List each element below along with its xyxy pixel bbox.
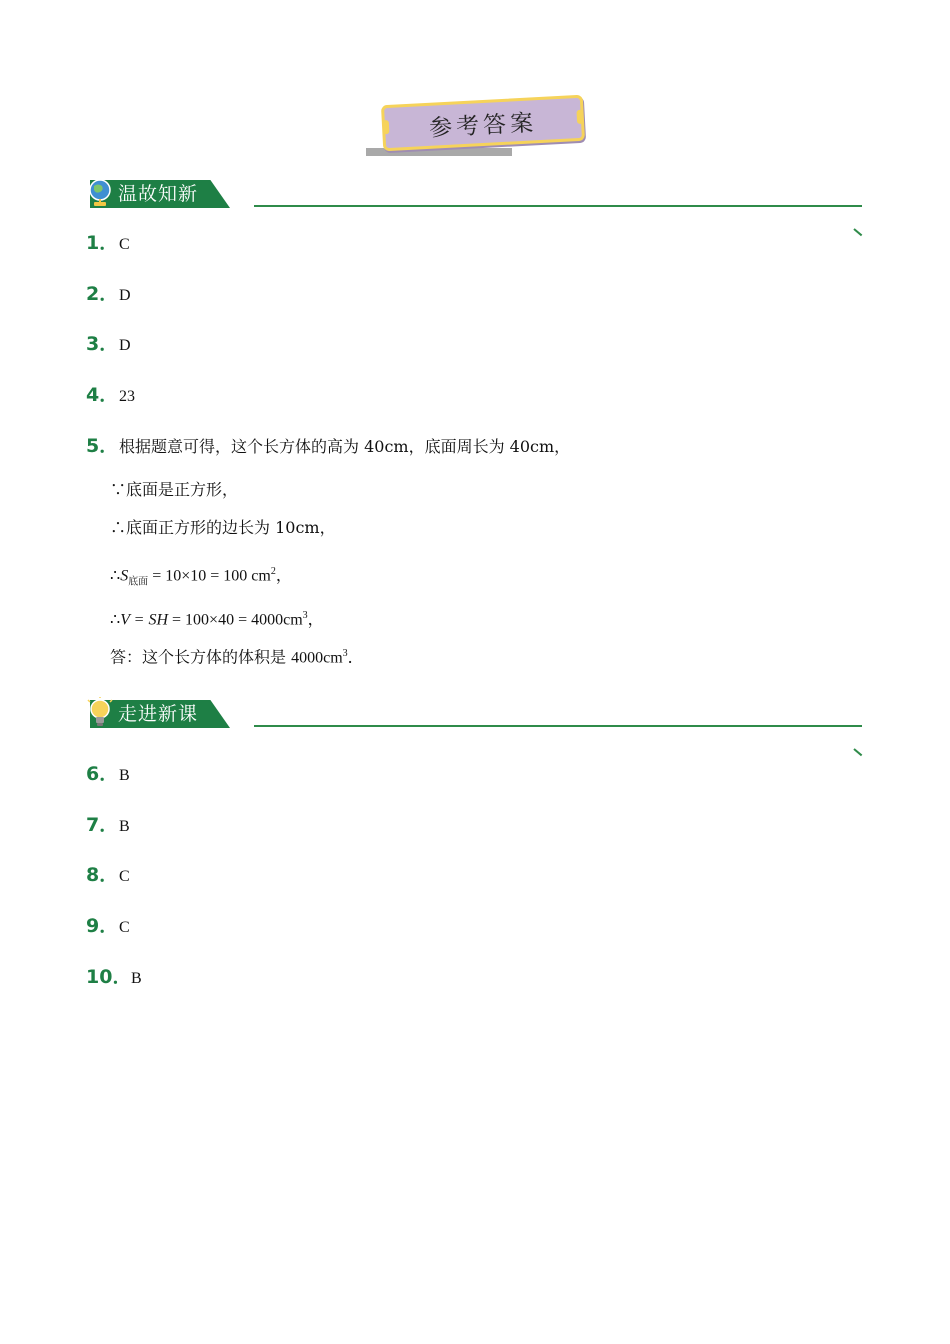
solution-line-1: ∵底面是正方形， <box>110 480 239 499</box>
page-title: 参考答案 <box>428 110 538 142</box>
answer-value: C <box>119 236 130 253</box>
answer-row <box>86 913 130 939</box>
lightbulb-icon <box>86 696 116 730</box>
title-banner <box>366 96 586 160</box>
answer-value: C <box>119 919 130 936</box>
answer-row <box>86 230 130 256</box>
answer-row <box>86 862 130 888</box>
answer-row <box>86 331 131 357</box>
solution-line-5: 答：这个长方体的体积是 $4000cm^3$． <box>110 647 364 667</box>
question-number: 6． <box>86 763 119 785</box>
question-number: 7． <box>86 814 119 836</box>
answer-row <box>86 281 131 307</box>
question-number: 4． <box>86 384 119 406</box>
globe-icon <box>86 176 116 210</box>
question-number: 1． <box>86 232 119 254</box>
solution-line-4: ∴V = SH = $100\times 40 = 4000cm^3$， <box>110 610 324 629</box>
section-header-new-lesson <box>86 696 866 730</box>
question-number: 3． <box>86 333 119 355</box>
question-number: 5． <box>86 435 119 457</box>
answer-row <box>86 812 130 838</box>
answer-row <box>86 964 142 990</box>
solution-line-3: $\therefore S_{底面} = 10\times 10 = 100$ $cm^2$， <box>110 566 292 588</box>
answer-value: B <box>131 970 142 987</box>
answer-value: C <box>119 868 130 885</box>
question-number: 9． <box>86 915 119 937</box>
solution-line-2: ∴底面正方形的边长为 10cm， <box>110 518 336 537</box>
question-number: 8． <box>86 864 119 886</box>
answer-row <box>86 761 130 787</box>
question-number: 10． <box>86 966 132 988</box>
answer-value: 23 <box>119 388 135 405</box>
answer-value: B <box>119 767 130 784</box>
section-header-review <box>86 176 866 210</box>
answer-value: D <box>119 287 131 304</box>
answer-row <box>86 433 570 459</box>
section-divider <box>254 205 862 207</box>
answer-value: D <box>119 337 131 354</box>
answer-value: B <box>119 818 130 835</box>
answer-row <box>86 382 135 408</box>
section-label: 走进新课 <box>118 703 199 725</box>
section-label: 温故知新 <box>118 183 199 205</box>
title-card <box>381 95 585 152</box>
answer-value: 根据题意可得，这个长方体的高为 40cm，底面周长为 40cm， <box>119 437 571 456</box>
section-divider <box>254 725 862 727</box>
question-number: 2． <box>86 283 119 305</box>
